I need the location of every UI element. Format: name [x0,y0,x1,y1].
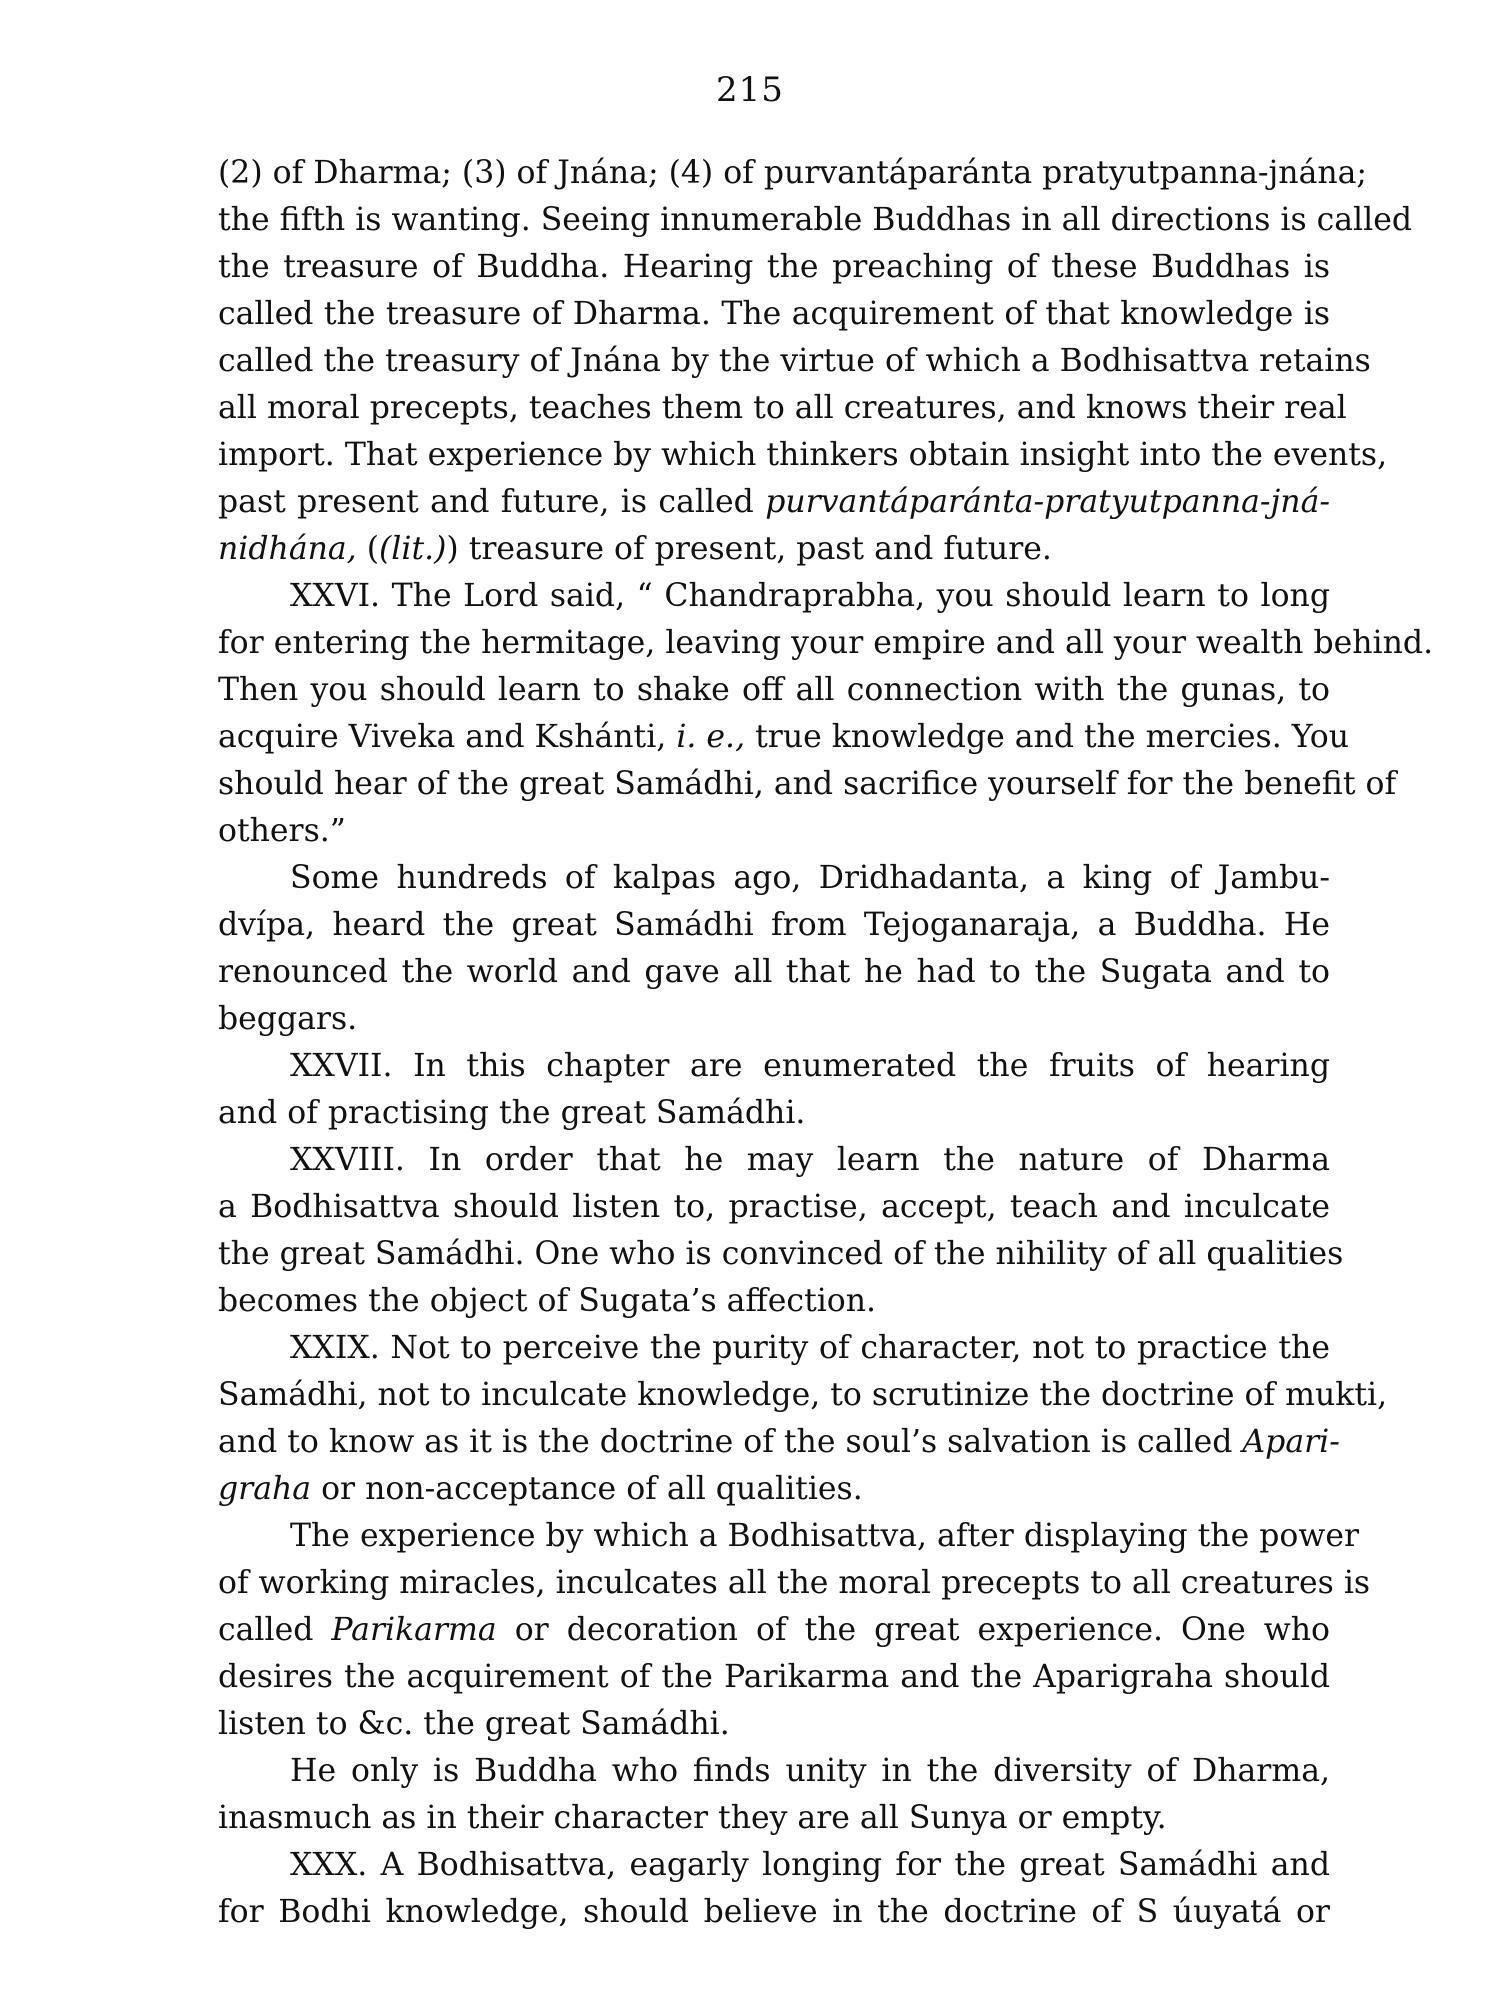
italic-term: Apari- [1242,1424,1340,1460]
italic-abbrev: i. e., [676,719,746,755]
text-line: listen to &c. the great Samádhi. [218,1706,730,1742]
text-line: called the treasury of Jnána by the virtue of which a Bodhisattva retains [218,343,1371,379]
page-body [218,150,1434,1936]
text-line: should hear of the great Samádhi, and sacrifice yourself for the benefit of [218,766,1397,802]
text-segment: past present and future, is called [218,484,754,520]
text-line: Samádhi, not to inculcate knowledge, to scrutinize the doctrine of mukti, [218,1377,1388,1413]
text-line [218,1466,1330,1513]
text-line: for entering the hermitage, leaving your empire and all your wealth behind. [218,625,1434,661]
italic-term: nidhána, [218,531,357,567]
text-segment: and to know as it is the doctrine of the soul’s salvation is called [218,1424,1233,1460]
text-segment: or decoration of the great experience. One who [514,1612,1331,1648]
text-line: renounced the world and gave all that he had to the Sugata and to [218,954,1330,990]
text-line: (2) of Dharma; (3) of Jnána; (4) of purvantáparánta pratyutpanna-jnána; [218,155,1368,191]
page-number: 215 [716,70,784,110]
text-line: others.” [218,813,346,849]
text-segment: treasure of present, past and future. [468,531,1052,567]
text-line: desires the acquirement of the Parikarma and the Aparigraha should [218,1659,1330,1695]
text-line: XXIX. Not to perceive the purity of character, not to practice the [290,1330,1330,1366]
text-line: for Bodhi knowledge, should believe in the doctrine of S úuyatá or [218,1894,1330,1930]
text-line: Then you should learn to shake off all connection with the gunas, to [218,672,1330,708]
text-line: He only is Buddha who finds unity in the diversity of Dharma, [290,1753,1330,1789]
text-line: XXVIII. In order that he may learn the nature of Dharma [290,1142,1330,1178]
text-segment: acquire Viveka and Kshánti, [218,719,667,755]
text-line: and of practising the great Samádhi. [218,1095,806,1131]
text-line: of working miracles, inculcates all the moral precepts to all creatures is [218,1565,1371,1601]
text-line: all moral precepts, teaches them to all creatures, and knows their real [218,390,1347,426]
text-line [218,479,1330,526]
text-line [218,1419,1340,1466]
text-line: nidhána, ((lit.)) treasure of present, past and future. [218,531,1052,567]
text-line: Some hundreds of kalpas ago, Dridhadanta, a king of Jambu- [290,860,1330,896]
text-line: becomes the object of Sugata’s affection. [218,1283,877,1319]
text-line [218,714,1350,761]
text-line: the fifth is wanting. Seeing innumerable Buddhas in all directions is called [218,202,1413,238]
text-line: beggars. [218,1001,358,1037]
text-line: XXVI. The Lord said, “ Chandraprabha, you should learn to long [290,578,1330,614]
text-line: XXVII. In this chapter are enumerated the fruits of hearing [290,1048,1330,1084]
text-segment: called [218,1612,314,1648]
text-line: the treasure of Buddha. Hearing the preaching of these Buddhas is [218,249,1330,285]
text-line: the great Samádhi. One who is convinced of the nihility of all qualities [218,1236,1344,1272]
text-line: inasmuch as in their character they are all Sunya or empty. [218,1800,1167,1836]
text-line: called the treasure of Dharma. The acquirement of that knowledge is [218,296,1330,332]
text-line: a Bodhisattva should listen to, practise, accept, teach and inculcate [218,1189,1330,1225]
text-line: import. That experience by which thinkers obtain insight into the events, [218,437,1388,473]
text-line: XXX. A Bodhisattva, eagarly longing for the great Samádhi and [290,1847,1330,1883]
italic-abbrev: (lit.) [379,531,447,567]
italic-term: graha [218,1471,312,1507]
text-segment: or non-acceptance of all qualities. [321,1471,863,1507]
text-line: dvípa, heard the great Samádhi from Tejoganaraja, a Buddha. He [218,907,1330,943]
italic-term: purvantáparánta-pratyutpanna-jná- [765,484,1331,520]
text-line: The experience by which a Bodhisattva, after displaying the power [290,1518,1360,1554]
italic-term: Parikarma [331,1612,497,1648]
text-segment: true knowledge and the mercies. You [755,719,1350,755]
text-line [218,1607,1330,1654]
